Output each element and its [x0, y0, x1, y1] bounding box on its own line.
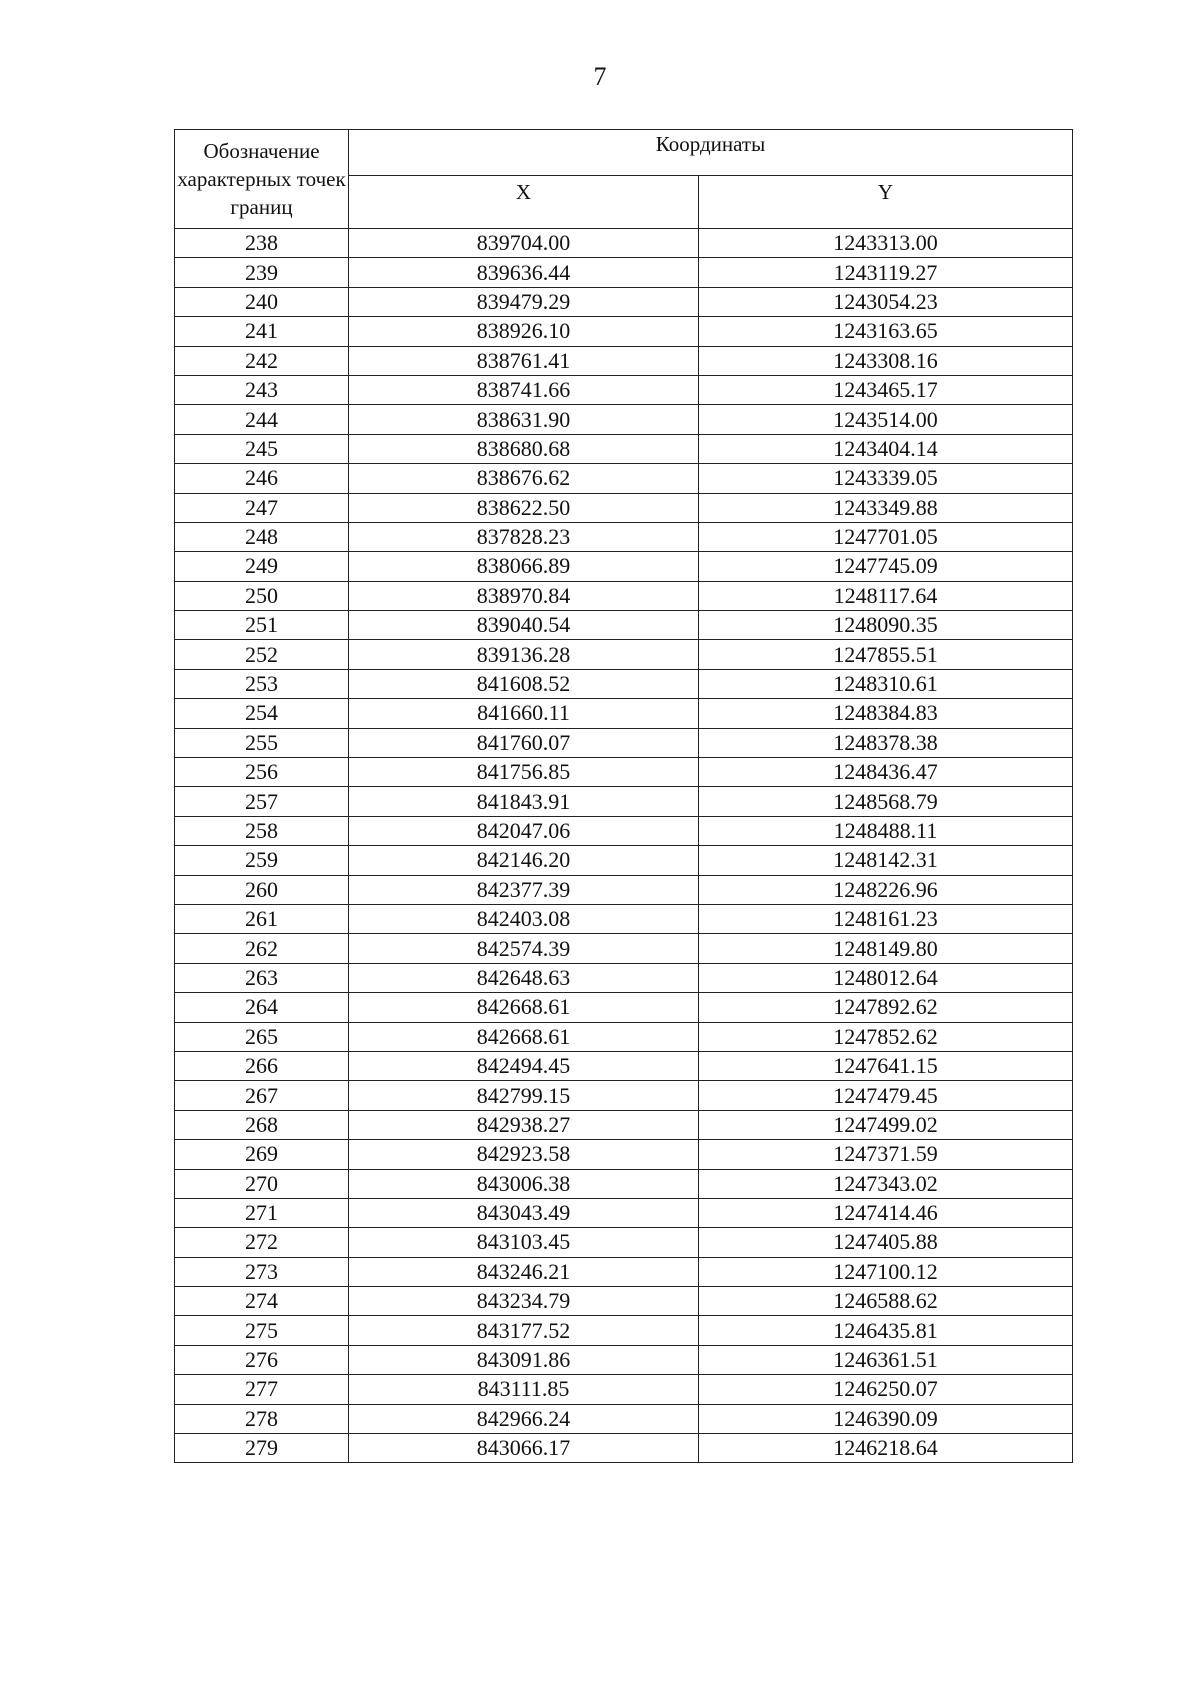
table-row [175, 1198, 1073, 1227]
table-row [175, 1169, 1073, 1198]
table-row [175, 699, 1073, 728]
x-cell: 838970.84 [349, 581, 699, 610]
point-cell: 273 [175, 1257, 349, 1286]
x-cell: 843043.49 [349, 1198, 699, 1227]
table-row [175, 728, 1073, 757]
x-cell: 842938.27 [349, 1110, 699, 1139]
x-cell: 838680.68 [349, 434, 699, 463]
table-row [175, 1404, 1073, 1433]
point-cell: 261 [175, 904, 349, 933]
y-cell: 1248090.35 [699, 611, 1073, 640]
table-row [175, 758, 1073, 787]
point-cell: 276 [175, 1345, 349, 1374]
y-cell: 1247641.15 [699, 1051, 1073, 1080]
table-row [175, 287, 1073, 316]
x-cell: 839704.00 [349, 229, 699, 258]
table-body [175, 229, 1073, 1463]
y-cell: 1247100.12 [699, 1257, 1073, 1286]
x-cell: 843103.45 [349, 1228, 699, 1257]
table-row [175, 904, 1073, 933]
y-cell: 1243349.88 [699, 493, 1073, 522]
x-cell: 838741.66 [349, 375, 699, 404]
y-cell: 1247745.09 [699, 552, 1073, 581]
point-cell: 256 [175, 758, 349, 787]
point-cell: 241 [175, 317, 349, 346]
x-cell: 843066.17 [349, 1434, 699, 1463]
x-cell: 839136.28 [349, 640, 699, 669]
point-cell: 263 [175, 963, 349, 992]
x-cell: 839636.44 [349, 258, 699, 287]
y-cell: 1248436.47 [699, 758, 1073, 787]
x-cell: 838761.41 [349, 346, 699, 375]
table-row [175, 1081, 1073, 1110]
table-row [175, 816, 1073, 845]
table-row [175, 434, 1073, 463]
y-cell: 1243054.23 [699, 287, 1073, 316]
x-cell: 842494.45 [349, 1051, 699, 1080]
y-cell: 1243404.14 [699, 434, 1073, 463]
table-row [175, 1110, 1073, 1139]
x-cell: 843111.85 [349, 1375, 699, 1404]
y-cell: 1243119.27 [699, 258, 1073, 287]
y-cell: 1247414.46 [699, 1198, 1073, 1227]
x-cell: 841843.91 [349, 787, 699, 816]
table-row [175, 1022, 1073, 1051]
table-row [175, 493, 1073, 522]
table-row [175, 1140, 1073, 1169]
table-row [175, 1051, 1073, 1080]
y-cell: 1247371.59 [699, 1140, 1073, 1169]
y-cell: 1248117.64 [699, 581, 1073, 610]
point-cell: 257 [175, 787, 349, 816]
header-point-label: Обозначение характерных точек границ [175, 130, 349, 229]
x-cell: 841756.85 [349, 758, 699, 787]
x-cell: 839040.54 [349, 611, 699, 640]
point-cell: 275 [175, 1316, 349, 1345]
y-cell: 1247479.45 [699, 1081, 1073, 1110]
point-cell: 242 [175, 346, 349, 375]
x-cell: 838926.10 [349, 317, 699, 346]
table-row [175, 405, 1073, 434]
y-cell: 1246361.51 [699, 1345, 1073, 1374]
x-cell: 837828.23 [349, 522, 699, 551]
point-cell: 253 [175, 669, 349, 698]
header-coordinates-group: Координаты [349, 130, 1073, 176]
y-cell: 1248384.83 [699, 699, 1073, 728]
y-cell: 1243514.00 [699, 405, 1073, 434]
y-cell: 1243308.16 [699, 346, 1073, 375]
point-cell: 268 [175, 1110, 349, 1139]
x-cell: 838622.50 [349, 493, 699, 522]
point-cell: 255 [175, 728, 349, 757]
table-row [175, 1316, 1073, 1345]
y-cell: 1246390.09 [699, 1404, 1073, 1433]
y-cell: 1247701.05 [699, 522, 1073, 551]
x-cell: 842047.06 [349, 816, 699, 845]
x-cell: 842799.15 [349, 1081, 699, 1110]
table-row [175, 846, 1073, 875]
x-cell: 842574.39 [349, 934, 699, 963]
x-cell: 842966.24 [349, 1404, 699, 1433]
y-cell: 1247892.62 [699, 993, 1073, 1022]
table-header [175, 130, 1073, 229]
point-cell: 278 [175, 1404, 349, 1433]
x-cell: 842648.63 [349, 963, 699, 992]
point-cell: 244 [175, 405, 349, 434]
point-cell: 269 [175, 1140, 349, 1169]
x-cell: 839479.29 [349, 287, 699, 316]
point-cell: 270 [175, 1169, 349, 1198]
table-row [175, 875, 1073, 904]
x-cell: 841660.11 [349, 699, 699, 728]
x-cell: 843006.38 [349, 1169, 699, 1198]
point-cell: 254 [175, 699, 349, 728]
point-cell: 262 [175, 934, 349, 963]
point-cell: 239 [175, 258, 349, 287]
coordinates-table [174, 129, 1073, 1463]
x-cell: 842668.61 [349, 1022, 699, 1051]
table-row [175, 1228, 1073, 1257]
x-cell: 843091.86 [349, 1345, 699, 1374]
table-row [175, 787, 1073, 816]
table-row [175, 993, 1073, 1022]
y-cell: 1247405.88 [699, 1228, 1073, 1257]
x-cell: 838676.62 [349, 464, 699, 493]
table-row [175, 1287, 1073, 1316]
point-cell: 279 [175, 1434, 349, 1463]
point-cell: 247 [175, 493, 349, 522]
header-x-label: X [349, 176, 699, 229]
point-cell: 265 [175, 1022, 349, 1051]
point-cell: 243 [175, 375, 349, 404]
point-cell: 260 [175, 875, 349, 904]
x-cell: 842923.58 [349, 1140, 699, 1169]
point-cell: 252 [175, 640, 349, 669]
table-row [175, 1257, 1073, 1286]
y-cell: 1248161.23 [699, 904, 1073, 933]
point-cell: 246 [175, 464, 349, 493]
table-row [175, 464, 1073, 493]
x-cell: 838066.89 [349, 552, 699, 581]
table-row [175, 1434, 1073, 1463]
point-cell: 249 [175, 552, 349, 581]
page-number: 7 [593, 62, 607, 91]
point-cell: 248 [175, 522, 349, 551]
point-cell: 271 [175, 1198, 349, 1227]
x-cell: 842146.20 [349, 846, 699, 875]
table-row [175, 1375, 1073, 1404]
table-row [175, 552, 1073, 581]
point-cell: 267 [175, 1081, 349, 1110]
table-row [175, 963, 1073, 992]
y-cell: 1247343.02 [699, 1169, 1073, 1198]
y-cell: 1247855.51 [699, 640, 1073, 669]
y-cell: 1248142.31 [699, 846, 1073, 875]
y-cell: 1248488.11 [699, 816, 1073, 845]
y-cell: 1246218.64 [699, 1434, 1073, 1463]
y-cell: 1246435.81 [699, 1316, 1073, 1345]
y-cell: 1248012.64 [699, 963, 1073, 992]
table-row [175, 1345, 1073, 1374]
x-cell: 843177.52 [349, 1316, 699, 1345]
y-cell: 1247499.02 [699, 1110, 1073, 1139]
y-cell: 1243465.17 [699, 375, 1073, 404]
point-cell: 259 [175, 846, 349, 875]
table-row [175, 317, 1073, 346]
x-cell: 843246.21 [349, 1257, 699, 1286]
point-cell: 240 [175, 287, 349, 316]
point-cell: 238 [175, 229, 349, 258]
y-cell: 1243163.65 [699, 317, 1073, 346]
y-cell: 1243313.00 [699, 229, 1073, 258]
table-row [175, 611, 1073, 640]
x-cell: 843234.79 [349, 1287, 699, 1316]
point-cell: 272 [175, 1228, 349, 1257]
x-cell: 841608.52 [349, 669, 699, 698]
table-row [175, 581, 1073, 610]
y-cell: 1248378.38 [699, 728, 1073, 757]
y-cell: 1248310.61 [699, 669, 1073, 698]
y-cell: 1248226.96 [699, 875, 1073, 904]
point-cell: 250 [175, 581, 349, 610]
y-cell: 1248149.80 [699, 934, 1073, 963]
table-row [175, 522, 1073, 551]
table-row [175, 258, 1073, 287]
table-row [175, 375, 1073, 404]
table-row [175, 346, 1073, 375]
point-cell: 274 [175, 1287, 349, 1316]
y-cell: 1248568.79 [699, 787, 1073, 816]
table-row [175, 640, 1073, 669]
point-cell: 264 [175, 993, 349, 1022]
y-cell: 1243339.05 [699, 464, 1073, 493]
y-cell: 1246588.62 [699, 1287, 1073, 1316]
table-row [175, 669, 1073, 698]
point-cell: 245 [175, 434, 349, 463]
point-cell: 258 [175, 816, 349, 845]
table-row [175, 934, 1073, 963]
x-cell: 841760.07 [349, 728, 699, 757]
point-cell: 277 [175, 1375, 349, 1404]
y-cell: 1247852.62 [699, 1022, 1073, 1051]
x-cell: 842377.39 [349, 875, 699, 904]
x-cell: 838631.90 [349, 405, 699, 434]
point-cell: 266 [175, 1051, 349, 1080]
x-cell: 842668.61 [349, 993, 699, 1022]
header-y-label: Y [699, 176, 1073, 229]
point-cell: 251 [175, 611, 349, 640]
table-row [175, 229, 1073, 258]
y-cell: 1246250.07 [699, 1375, 1073, 1404]
x-cell: 842403.08 [349, 904, 699, 933]
